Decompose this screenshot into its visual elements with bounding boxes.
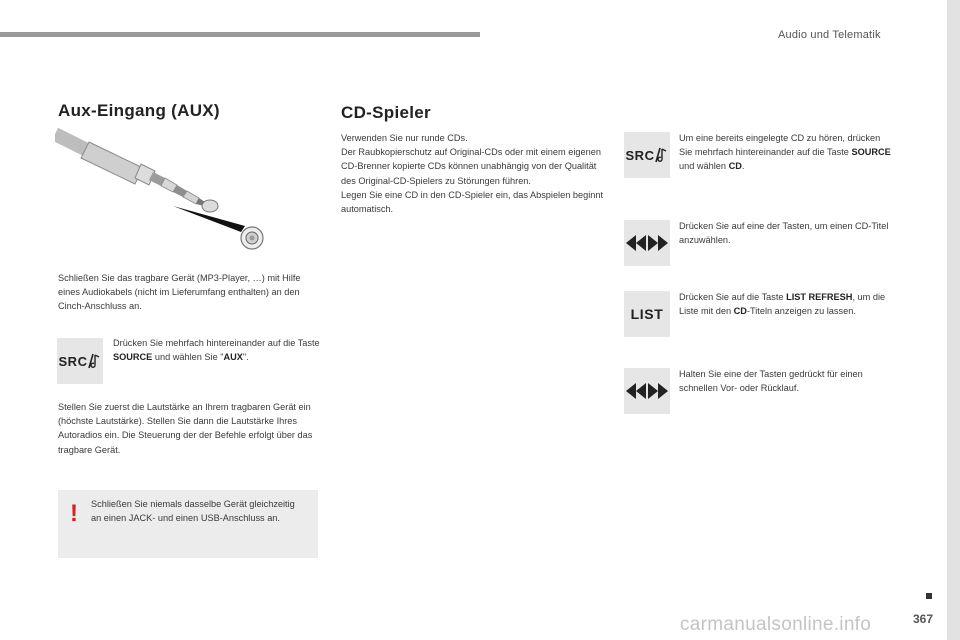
aux-connect-text: Schließen Sie das tragbare Gerät (MP3-Player, …) mit Hilfe eines Audiokabels (nicht im Lieferumfang enthalten) an den Cinch-Anschluss an. [58,273,301,312]
cd-step3-key: LIST REFRESH [786,292,853,302]
list-label: LIST [630,306,664,322]
cd-step1-end: . [741,161,745,172]
header-rule [0,32,480,37]
aux-source-val: AUX [223,352,243,363]
cd-heading: CD-Spieler [341,103,431,122]
seek-arrows-icon [626,383,668,399]
src-sound-icon [654,147,668,163]
cd-step2-text: Drücken Sie auf eine der Tasten, um einen CD-Titel anzuwählen. [679,221,889,246]
cd-step3-pre: Drücken Sie auf die Taste [679,292,787,302]
src-label: SRC [58,353,88,369]
aux-source-end: ". [242,352,249,363]
cd-step1-mid: und wählen [679,161,729,172]
cd-step3-val: CD [733,306,747,317]
src-button-icon [57,338,103,384]
watermark: carmanualsonline.info [680,614,872,635]
cd-step4-text: Halten Sie eine der Tasten gedrückt für einen schnellen Vor- oder Rücklauf. [679,369,863,394]
src-label: SRC [625,147,655,163]
cd-step1-pre: Um eine bereits eingelegte CD zu hören, drücken Sie mehrfach hintereinander auf die Taste [679,133,881,158]
cd-step3-end: -Titeln anzeigen zu lassen. [746,306,856,317]
seek-arrows-icon [626,235,668,251]
cd-step1-text [679,131,894,174]
cd-intro-text: Verwenden Sie nur runde CDs. Der Raubkopierschutz auf Original-CDs oder mit einem eigenen CD-Brenner kopierte CDs können unabhängig von der Qualität des Original-CD-Spielers zu Störungen führen. Legen Sie eine CD in den CD-Spieler ein, das Abspielen beginnt automatisch. [341,133,604,215]
aux-source-text [113,336,323,364]
jack-plug-icon [55,128,285,253]
aux-source-mid: und wählen Sie " [152,352,224,363]
aux-source-pre: Drücken Sie mehrfach hintereinander auf die Taste [113,338,320,348]
cd-step1-val: CD [728,161,742,172]
aux-volume-text: Stellen Sie zuerst die Lautstärke an Ihrem tragbaren Gerät ein (höchste Lautstärke). Stellen Sie dann die Lautstärke Ihres Autoradios ein. Die Steuerung der der Befehle erfolgt über das tragbare Gerät. [58,402,313,455]
cd-step3-mid: , um die Liste mit den [679,292,886,317]
page-number: 367 [913,612,934,626]
seek-buttons-icon [624,368,670,414]
list-button-icon [624,291,670,337]
page-marker [926,593,932,599]
warning-icon: ! [70,500,78,527]
page-edge-strip [947,0,960,640]
section-title: Audio und Telematik [778,29,881,41]
src-sound-icon [87,353,101,369]
src-button-icon [624,132,670,178]
warning-text: Schließen Sie niemals dasselbe Gerät gleichzeitig an einen JACK- und einen USB-Anschluss an. [91,499,295,524]
seek-buttons-icon [624,220,670,266]
cd-step3-text [679,290,894,318]
aux-heading: Aux-Eingang (AUX) [58,101,220,120]
cd-step1-key: SOURCE [851,147,891,158]
aux-source-key: SOURCE [113,352,153,363]
